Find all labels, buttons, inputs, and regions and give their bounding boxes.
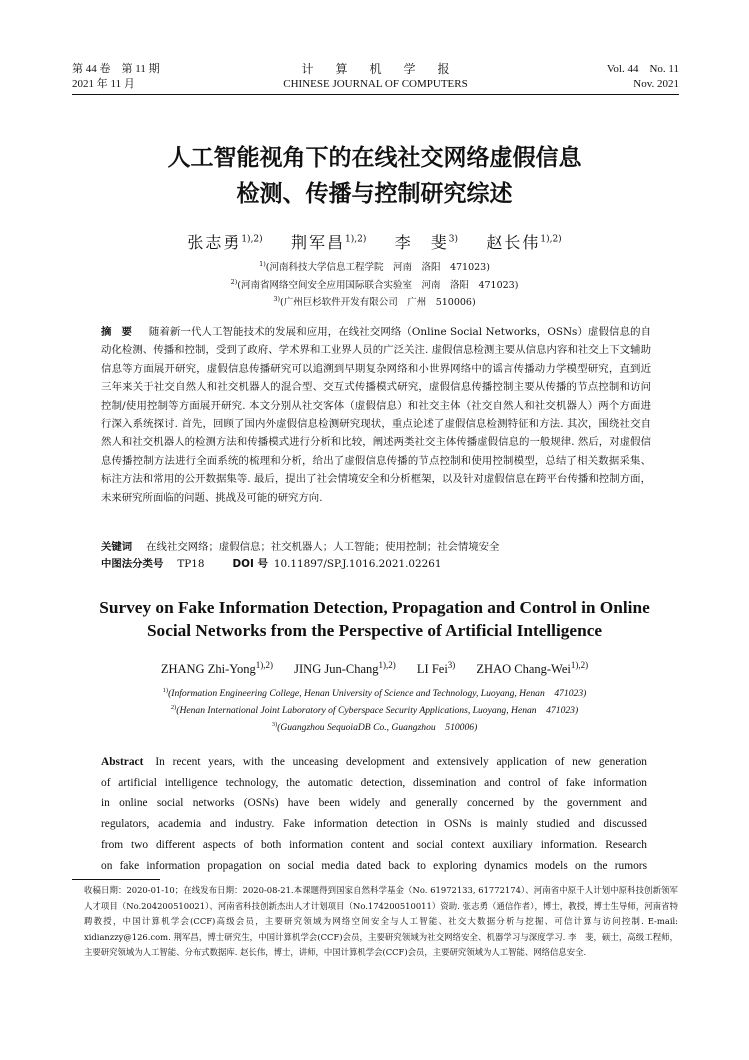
affil-text: (Henan International Joint Laboratory of Cyberspace Security Applications, Luoyang, Henan 471023) (176, 705, 579, 717)
doi-value: 10.11897/SP.J.1016.2021.02261 (273, 558, 442, 570)
affiliation-cn (0, 276, 749, 292)
abstract-cn (101, 323, 651, 507)
author-name: 赵长伟 (486, 233, 541, 252)
affil-text: (河南科技大学信息工程学院 河南 洛阳 471023) (265, 262, 490, 274)
header-right (607, 62, 679, 92)
author-affil-mark: 1),2) (378, 660, 396, 670)
title-en-line2: Social Networks from the Perspective of Artificial Intelligence (146, 621, 603, 640)
paper-title-cn (0, 140, 749, 212)
author-name: 张志勇 (187, 233, 242, 252)
publication-date: 2021 年 11 月 (72, 78, 135, 90)
abstract-en-line (101, 752, 647, 773)
header-divider (72, 94, 679, 95)
footnote: 收稿日期：2020-01-10；在线发布日期：2020-08-21.本课题得到国家自然科学基金（No. 61972133, 61772174）、河南省中原千人计划中原科技创新领军人才项目（No.204200510021）、河南省科技创新杰出人才计划项目（No.174200510011）资助. 张志勇（通信作者），博士，教授，博士生导师，河南省特聘教授，中国计算机学会(CCF)高级会员，主要研究领域为网络空间安全与人工智能、社交大数据分析与挖掘、可信计算与访问控制. E-mail: xidianzzy@126.com. 荆军昌，博士研究生，中国计算机学会(CCF)会员，主要研究领域为社交网络安全、机器学习与深度学习. 李 斐，硕士，高级工程师，主要研究领域为人工智能、分布式数据库. 赵长伟，博士，讲师，中国计算机学会(CCF)会员，主要研究领域为人工智能、网络信息安全. (84, 885, 678, 957)
author-affil-mark: 1),2) (570, 660, 589, 670)
affil-mark: 3) (271, 721, 278, 728)
volume-issue: 第 44 卷 第 11 期 (72, 63, 160, 75)
abstract-cn-label: 摘要 (101, 326, 143, 338)
journal-title-cn: 计算机学报 (301, 62, 472, 76)
title-cn-line2: 检测、传播与控制研究综述 (236, 181, 513, 207)
keywords-text: 在线社交网络；虚假信息；社交机器人；人工智能；使用控制；社会情境安全 (146, 541, 500, 553)
title-cn-line1: 人工智能视角下的在线社交网络虚假信息 (167, 145, 582, 171)
affiliation-en (0, 702, 749, 717)
author-affil-mark: 1),2) (540, 234, 562, 245)
keywords-cn (101, 539, 661, 555)
author-name: 李 斐 (394, 233, 449, 252)
author-affil-mark: 1),2) (345, 234, 367, 245)
abstract-en-line: in online social networks (OSNs) have been widely and generally concerned by the government and (101, 797, 647, 810)
affil-mark: 1) (259, 260, 266, 268)
classification-line (101, 556, 661, 572)
title-en-line1: Survey on Fake Information Detection, Propagation and Control in Online (99, 598, 650, 617)
affil-mark: 3) (273, 295, 280, 303)
affil-mark: 2) (230, 278, 238, 286)
abstract-en-line: on fake information propagation on social media dated back to exploring dynamics models on the rumors (101, 859, 647, 872)
paper-title-en (0, 596, 749, 642)
abstract-cn-text: 随着新一代人工智能技术的发展和应用，在线社交网络（Online Social Networks，OSNs）虚假信息的自动化检测、传播和控制，受到了政府、学术界和工业界人员的广泛关注. 虚假信息检测主要从信息内容和社交上下文辅助信息等方面展开研究，虚假信息传播研究可以追溯到早期复杂网络和小世界网络中的谣言传播动力学模型研究，直到近三年来关于社交自然人和社交机器人的混合型、交互式传播模式研究，虚假信息传播控制主要从传播的节点控制和访问控制/使用控制等方面展开研究. 本文分别从社交客体（虚假信息）和社交主体（社交自然人和社交机器人）两个方面进行深入系统探讨. 首先，回顾了国内外虚假信息检测研究现状，重点论述了虚假信息检测特征和方法. 其次，围绕社交自然人和社交机器人的检测方法和传播模式进行分析和比较，阐述两类社交主体传播虚假信息的一般规律. 然后，对虚假信息传播控制方法进行全面系统的梳理和分析，给出了虚假信息传播的节点控制和使用控制模型，总结了相关数据采集、标注方法和常用的公开数据集等. 最后，提出了社会情境安全和分析框架，以及针对虚假信息在跨平台传播和控制方面，未来研究所面临的问题、挑战及可能的研究方向. (101, 326, 652, 504)
affiliation-en (0, 719, 749, 734)
affil-text: (河南省网络空间安全应用国际联合实验室 河南 洛阳 471023) (237, 280, 519, 292)
author-affil-mark: 3) (447, 660, 456, 670)
author-list-en (0, 660, 749, 677)
publication-date-en: Nov. 2021 (633, 78, 679, 90)
affil-mark: 2) (170, 704, 177, 711)
author-name-en: ZHAO Chang-Wei (476, 662, 571, 677)
abstract-en-text: In recent years, with the unceasing development and extensively application of new generation (155, 756, 647, 768)
affil-text: (广州巨杉软件开发有限公司 广州 510006) (279, 297, 476, 309)
author-affil-mark: 1),2) (241, 234, 263, 245)
doi-label: DOI 号 (232, 558, 268, 570)
author-affil-mark: 1),2) (255, 660, 274, 670)
author-affil-mark: 3) (448, 234, 458, 245)
volume-issue-en: Vol. 44 No. 11 (606, 63, 679, 75)
affiliation-en (0, 685, 749, 700)
author-name-en: ZHANG Zhi-Yong (160, 662, 256, 677)
header-center (72, 62, 679, 92)
classification-label: 中图法分类号 (101, 558, 164, 570)
running-header (72, 62, 679, 98)
author-name-en: LI Fei (416, 662, 448, 677)
abstract-en (101, 752, 647, 876)
author-name-en: JING Jun-Chang (294, 662, 379, 677)
affil-text: (Information Engineering College, Henan University of Science and Technology, Luoyang, Henan 471023) (168, 688, 587, 700)
classification-value: TP18 (177, 558, 205, 570)
footnote-divider (72, 879, 160, 880)
journal-title-en: CHINESE JOURNAL OF COMPUTERS (283, 78, 468, 90)
abstract-en-line: regulators, academia and industry. Fake information detection in OSNs is mainly studied and discussed (101, 818, 647, 831)
affiliation-cn (0, 293, 749, 309)
author-list-cn (0, 230, 749, 253)
affiliation-cn (0, 258, 749, 274)
abstract-en-line: from two different aspects of both information content and social context auxiliary information. Research (101, 838, 647, 851)
abstract-en-line: of artificial intelligence technology, the automatic detection, dissemination and control of fake information (101, 776, 647, 789)
affil-mark: 1) (162, 687, 169, 694)
abstract-en-label: Abstract (101, 756, 144, 768)
affil-text: (Guangzhou SequoiaDB Co., Guangzhou 510006) (277, 722, 478, 734)
keywords-label: 关键词 (101, 541, 133, 553)
author-name: 荆军昌 (291, 233, 346, 252)
